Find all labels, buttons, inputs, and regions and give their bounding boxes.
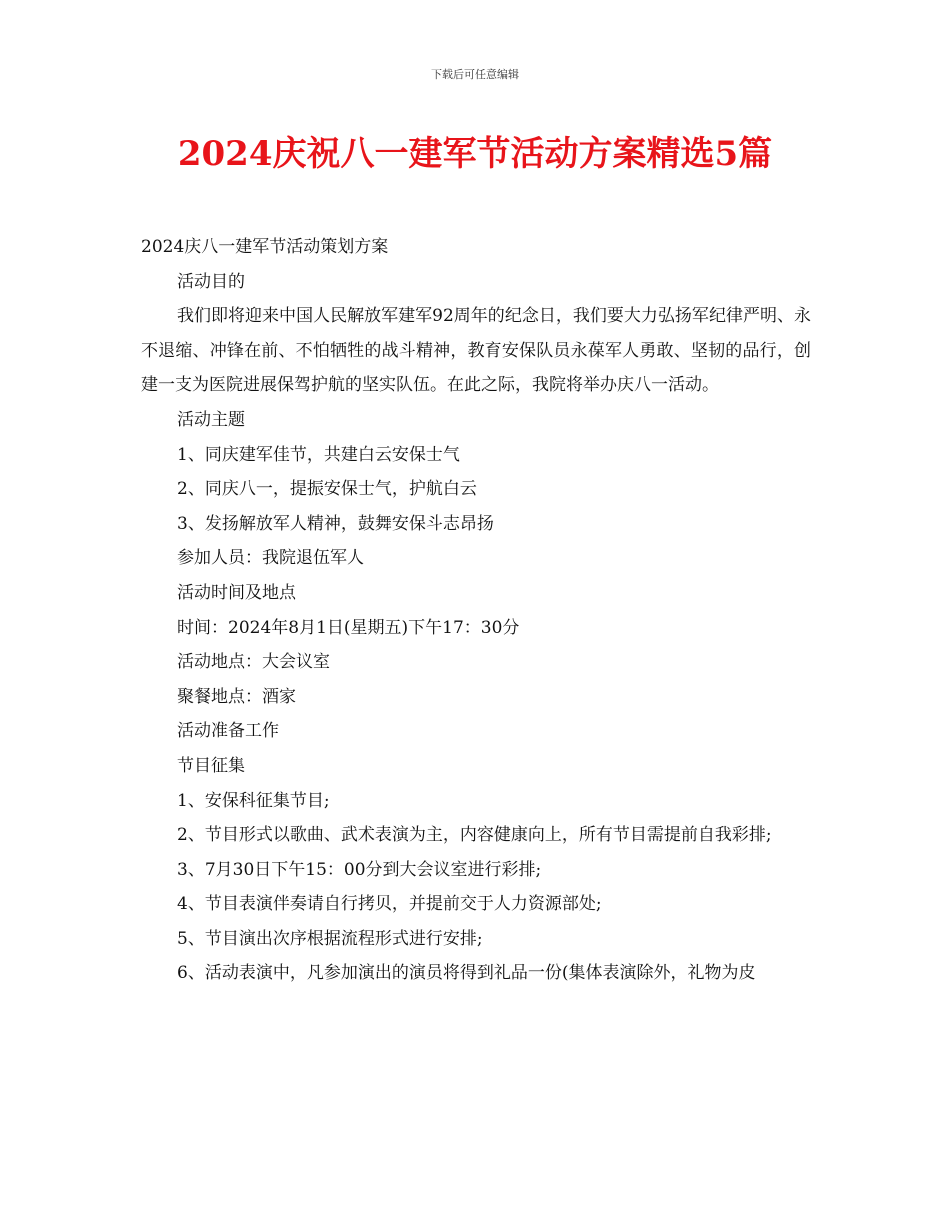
body-paragraph: 活动时间及地点 (177, 582, 296, 603)
body-paragraph: 2、同庆八一，提振安保士气，护航白云 (177, 479, 477, 500)
body-paragraph: 3、7月30日下午15：00分到大会议室进行彩排; (177, 859, 542, 880)
body-paragraph: 参加人员：我院退伍军人 (177, 548, 364, 569)
body-paragraph: 节目征集 (177, 755, 245, 776)
body-paragraph: 活动主题 (177, 409, 245, 430)
body-paragraph: 时间：2024年8月1日(星期五)下午17：30分 (177, 617, 520, 638)
header-note: 下载后可任意编辑 (431, 68, 519, 81)
body-paragraph: 1、安保科征集节目; (177, 790, 330, 811)
body-paragraph: 1、同庆建军佳节，共建白云安保士气 (177, 444, 460, 465)
body-paragraph: 4、节目表演伴奏请自行拷贝，并提前交于人力资源部处; (177, 894, 602, 915)
body-paragraph: 聚餐地点：酒家 (177, 686, 296, 707)
body-paragraph: 6、活动表演中，凡参加演出的演员将得到礼品一份(集体表演除外，礼物为皮 (177, 963, 756, 984)
body-paragraph: 活动准备工作 (177, 721, 279, 742)
body-paragraph: 2、节目形式以歌曲、武术表演为主，内容健康向上，所有节目需提前自我彩排; (177, 825, 772, 846)
body-paragraph: 3、发扬解放军人精神，鼓舞安保斗志昂扬 (177, 513, 494, 534)
body-paragraph: 5、节目演出次序根据流程形式进行安排; (177, 928, 483, 949)
body-paragraph: 活动目的 (177, 271, 245, 292)
body-paragraph: 2024庆八一建军节活动策划方案 (141, 237, 389, 257)
body-paragraph: 我们即将迎来中国人民解放军建军92周年的纪念日，我们要大力弘扬军纪律严明、永不退缩、冲锋在前、不怕牺牲的战斗精神，教育安保队员永葆军人勇敢、坚韧的品行，创建一支为医院进展保驾护航的坚实队伍。在此之际，我院将举办庆八一活动。 (141, 306, 811, 396)
document-title: 2024庆祝八一建军节活动方案精选5篇 (177, 134, 773, 174)
document-body (141, 230, 811, 991)
body-paragraph: 活动地点：大会议室 (177, 652, 330, 673)
